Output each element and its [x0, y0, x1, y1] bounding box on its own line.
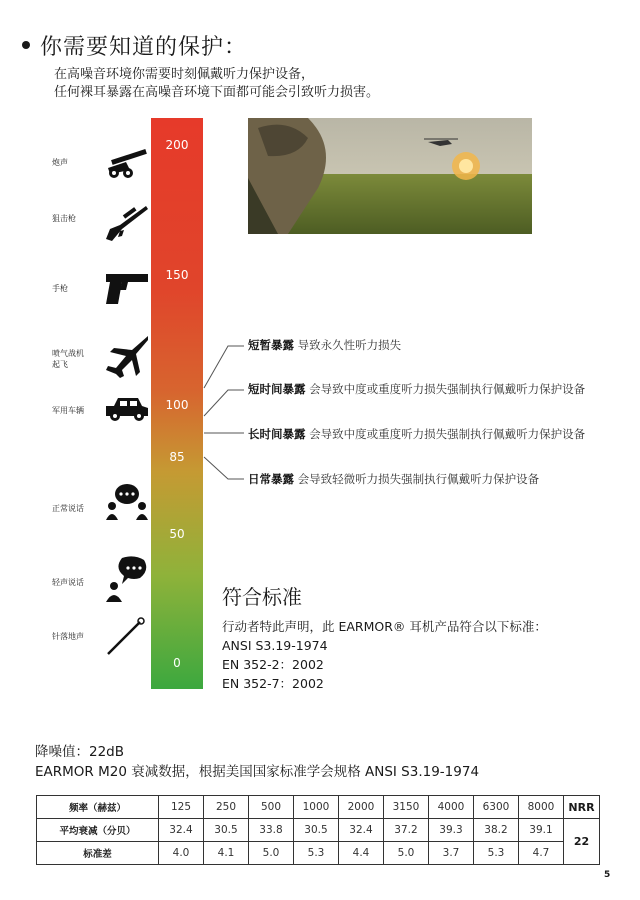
tick-label: 100: [165, 398, 189, 412]
freq-header: 频率（赫兹）: [37, 796, 159, 819]
standard-item: EN 352-2：2002: [222, 657, 324, 672]
standard-item: ANSI S3.19-1974: [222, 638, 328, 653]
standards-statement: 行动者特此声明，此 EARMOR® 耳机产品符合以下标准：: [222, 619, 547, 634]
table-cell: 6300: [474, 796, 519, 819]
tick-label: 150: [165, 268, 189, 282]
table-cell: 4000: [429, 796, 474, 819]
table-cell: 37.2: [384, 819, 429, 842]
table-cell: 30.5: [204, 819, 249, 842]
attenuation-table: [36, 795, 600, 865]
standards-body: [222, 617, 547, 693]
table-cell: 8000: [519, 796, 564, 819]
table-cell: 500: [249, 796, 294, 819]
table-cell: 33.8: [249, 819, 294, 842]
table-cell: 4.7: [519, 842, 564, 865]
table-cell: 38.2: [474, 819, 519, 842]
page-number: 5: [604, 870, 611, 880]
standards-title: 符合标准: [222, 585, 302, 609]
table-cell: 4.1: [204, 842, 249, 865]
table-cell: 1000: [294, 796, 339, 819]
exposure-short: 短暂暴露 导致永久性听力损失: [248, 338, 402, 352]
table-cell: 32.4: [339, 819, 384, 842]
exposure-long-time: 长时间暴露 会导致中度或重度听力损失强制执行佩戴听力保护设备: [248, 427, 586, 441]
attenuation-data-caption: EARMOR M20 衰减数据，根据美国国家标准学会规格 ANSI S3.19-1974: [35, 764, 480, 780]
table-cell: 5.3: [294, 842, 339, 865]
table-cell: 4.0: [159, 842, 204, 865]
std-dev-header: 标准差: [37, 842, 159, 865]
page-title: 你需要知道的保护：: [22, 30, 247, 61]
table-cell: 3150: [384, 796, 429, 819]
table-cell: 125: [159, 796, 204, 819]
standard-item: EN 352-7：2002: [222, 676, 324, 691]
exposure-short-time: 短时间暴露 会导致中度或重度听力损失强制执行佩戴听力保护设备: [248, 382, 586, 396]
attenuation-header: 平均衰减（分贝）: [37, 819, 159, 842]
nrr-value: 22: [564, 819, 600, 865]
table-cell: 39.3: [429, 819, 474, 842]
table-cell: 250: [204, 796, 249, 819]
exposure-daily: 日常暴露 会导致轻微听力损失强制执行佩戴听力保护设备: [248, 472, 540, 486]
table-cell: 30.5: [294, 819, 339, 842]
table-cell: 5.0: [384, 842, 429, 865]
table-row: [37, 796, 600, 819]
table-cell: 32.4: [159, 819, 204, 842]
table-cell: 2000: [339, 796, 384, 819]
table-row: [37, 842, 600, 865]
noise-reduction-value: 降噪值：22dB: [35, 744, 125, 760]
tick-label: 200: [165, 138, 189, 152]
table-cell: 5.3: [474, 842, 519, 865]
intro-line-2: 任何裸耳暴露在高噪音环境下面都可能会引致听力损害。: [54, 85, 380, 100]
tick-label: 85: [169, 450, 185, 464]
table-cell: 3.7: [429, 842, 474, 865]
intro-line-1: 在高噪音环境你需要时刻佩戴听力保护设备，: [54, 67, 315, 82]
table-cell: 5.0: [249, 842, 294, 865]
tick-label: 50: [169, 527, 185, 541]
table-cell: 39.1: [519, 819, 564, 842]
nrr-header: NRR: [564, 796, 600, 819]
table-cell: 4.4: [339, 842, 384, 865]
tick-label: 0: [173, 656, 181, 670]
table-row: [37, 819, 600, 842]
